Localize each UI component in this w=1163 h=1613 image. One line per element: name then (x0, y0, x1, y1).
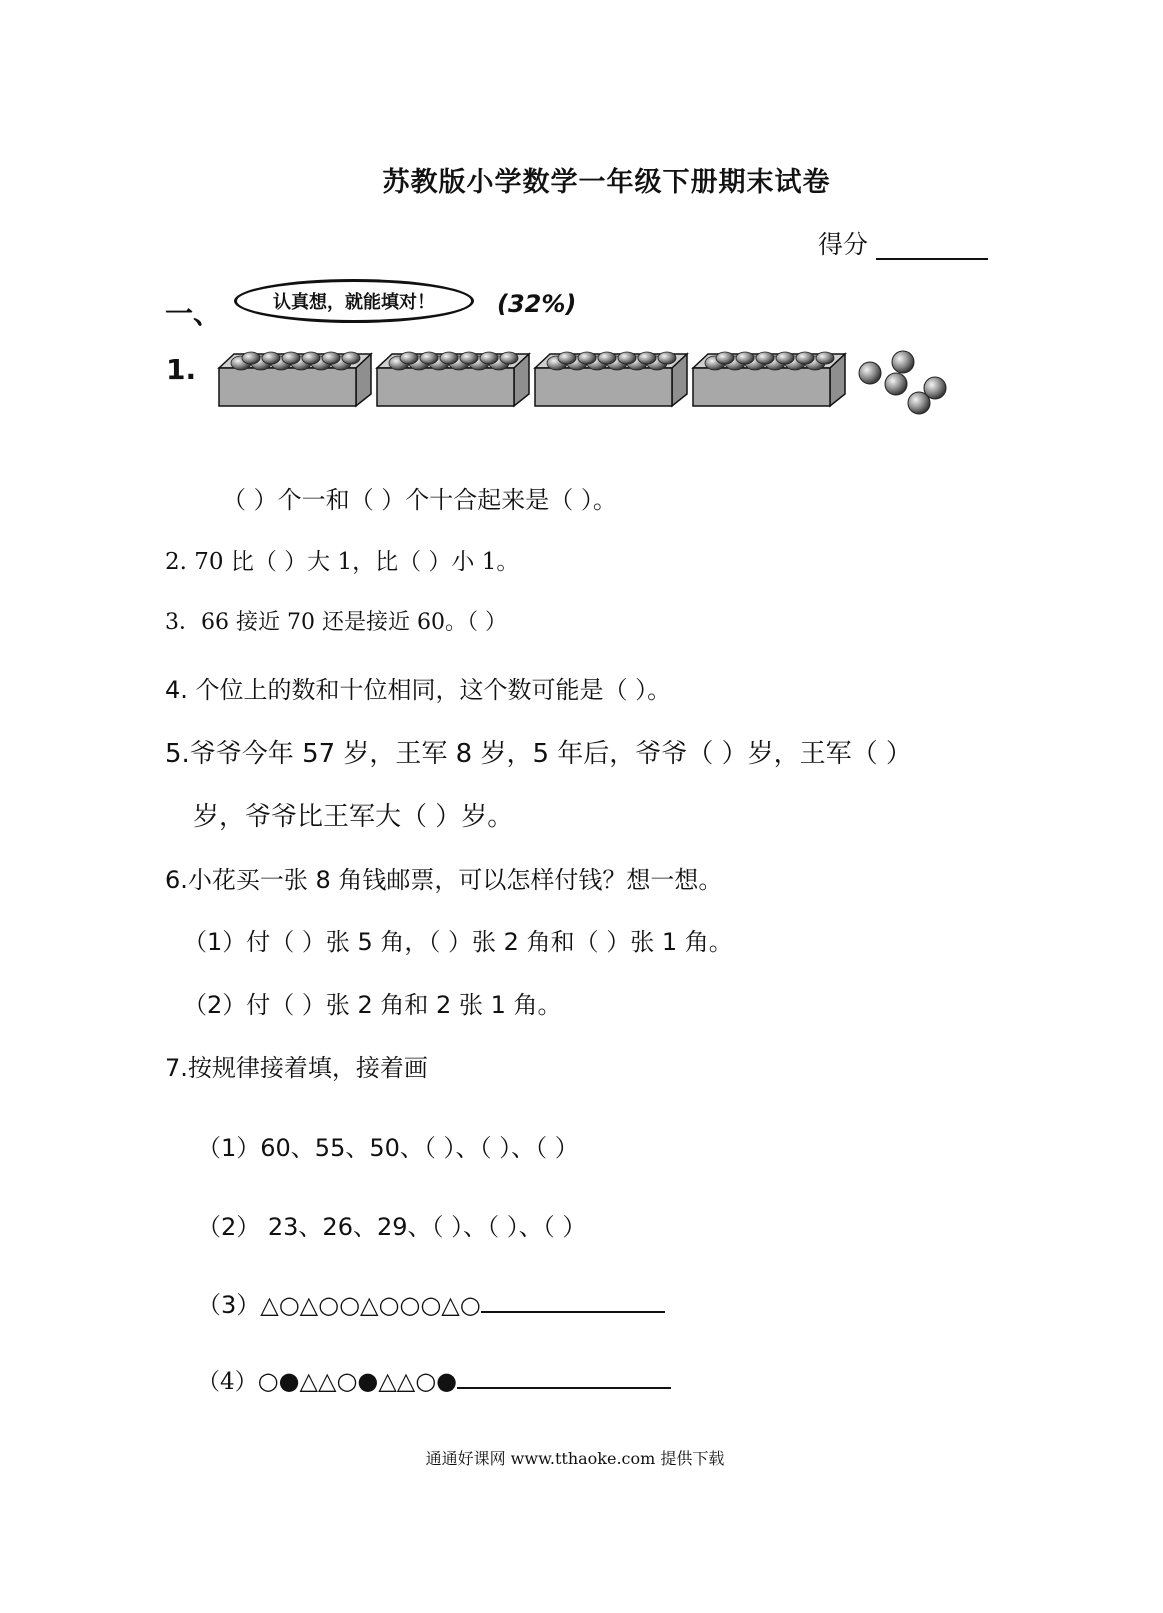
footer-credit: 通通好课网 www.tthaoke.com 提供下载 (425, 1449, 725, 1468)
one-ball (859, 362, 881, 384)
one-ball (908, 392, 930, 414)
question-7-sub-2: （2） 23、26、29、（ ）、（ ）、（ ） (197, 1213, 587, 1241)
score-blank[interactable] (876, 258, 988, 260)
question-1-text: （ ）个一和（ ）个十合起来是（ ）。 (222, 486, 617, 514)
question-7-stem: 7.按规律接着填，接着画 (165, 1054, 428, 1082)
ten-block-4 (693, 352, 845, 406)
ten-block-1 (219, 352, 371, 406)
question-2: 2. 70 比（ ）大 1，比（ ）小 1。 (165, 549, 520, 575)
section-badge (234, 279, 474, 323)
score-label: 得分 (818, 230, 869, 259)
question-5-line-2: 岁，爷爷比王军大（ ）岁。 (193, 802, 514, 832)
section-badge-text: 认真想，就能填对！ (273, 292, 435, 313)
question-4: 4. 个位上的数和十位相同，这个数可能是（ ）。 (165, 676, 672, 704)
section-percent: (32%) (497, 290, 577, 318)
question-6-sub-2: （2）付（ ）张 2 角和 2 张 1 角。 (183, 991, 562, 1019)
question-6-stem: 6.小花买一张 8 角钱邮票，可以怎样付钱？想一想。 (165, 866, 723, 894)
shape-sequence-3: △○△○○△○○○△○ (260, 1291, 481, 1319)
answer-blank-4[interactable] (457, 1363, 671, 1389)
one-ball (892, 351, 914, 373)
question-7-sub-3 (197, 1285, 665, 1320)
ones-balls (859, 351, 946, 414)
question-5-line-1: 5.爷爷今年 57 岁，王军 8 岁，5 年后，爷爷（ ）岁，王军（ ） (165, 739, 912, 769)
ten-block-2 (377, 352, 529, 406)
section-number: 一、 (165, 297, 222, 330)
one-ball (885, 373, 907, 395)
question-1-number: 1. (166, 353, 197, 386)
question-6-sub-1: （1）付（ ）张 5 角，（ ）张 2 角和（ ）张 1 角。 (183, 928, 733, 956)
question-7-sub-3-label: （3） (197, 1291, 261, 1319)
question-7-sub-1: （1）60、55、50、（ ）、（ ）、（ ） (197, 1134, 579, 1162)
shape-sequence-4: ○●△△○●△△○● (257, 1367, 458, 1395)
ten-block-3 (535, 352, 687, 406)
question-3: 3．66 接近 70 还是接近 60。（ ） (165, 610, 507, 635)
question-7-sub-4 (197, 1363, 671, 1396)
answer-blank-3[interactable] (481, 1287, 665, 1313)
question-7-sub-4-label: （4） (197, 1369, 258, 1395)
page-title: 苏教版小学数学一年级下册期末试卷 (382, 167, 831, 198)
tens-and-ones-illustration (215, 348, 955, 418)
